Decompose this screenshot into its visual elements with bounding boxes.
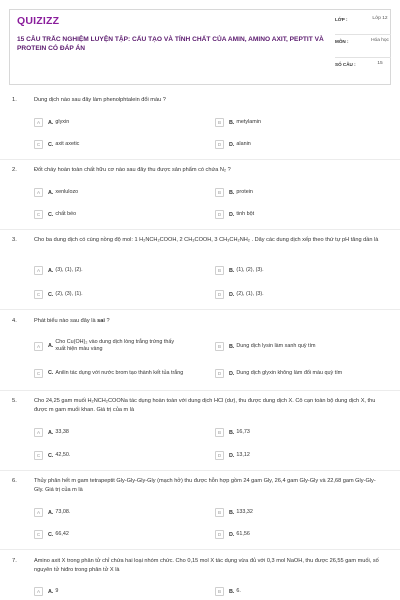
option-text: 61,56: [236, 531, 250, 538]
option-c[interactable]: [34, 288, 194, 301]
info-row-subject: [335, 35, 391, 58]
option-box[interactable]: A: [34, 508, 43, 517]
option-letter: C.: [48, 141, 54, 148]
option-box[interactable]: B: [215, 508, 224, 517]
option-box[interactable]: B: [215, 428, 224, 437]
option-text: 9: [55, 588, 59, 595]
option-letter: B.: [229, 429, 235, 436]
question-number: 6.: [12, 478, 17, 484]
option-text: Cho Cu(OH)₂ vào dung dịch lòng trắng trứng thấy xuất hiện màu vàng: [55, 339, 175, 352]
option-b[interactable]: [215, 186, 385, 199]
option-text: protein: [236, 189, 253, 196]
option-box[interactable]: D: [215, 210, 224, 219]
info-value: Hóa học: [371, 38, 389, 43]
option-c[interactable]: [34, 138, 194, 151]
info-row-count: [335, 58, 391, 77]
divider: [0, 549, 400, 550]
option-c[interactable]: [34, 528, 194, 541]
option-d[interactable]: [215, 208, 385, 221]
option-letter: B.: [229, 119, 235, 126]
option-letter: D.: [229, 452, 235, 459]
option-d[interactable]: [215, 449, 385, 462]
question-text: Thủy phân hết m gam tetrapeptit Gly-Gly-Gly-Gly (mạch hở) thu được hỗn hợp gồm 24 gam Gly, 26,4 gam Gly-Gly và 22,68 gam Gly-Gly-Gly. Giá trị của m là: [34, 478, 376, 493]
option-letter: A.: [48, 509, 54, 516]
info-value: 15: [377, 61, 383, 66]
option-box[interactable]: C: [34, 451, 43, 460]
option-d[interactable]: [215, 367, 385, 380]
option-box[interactable]: A: [34, 587, 43, 596]
option-text: 33,38: [55, 429, 69, 436]
option-box[interactable]: B: [215, 342, 224, 351]
divider: [0, 390, 400, 391]
info-label: LỚP :: [335, 17, 348, 22]
option-text: metylamin: [236, 119, 261, 126]
option-box[interactable]: C: [34, 210, 43, 219]
option-letter: C.: [48, 370, 54, 376]
option-box[interactable]: A: [34, 118, 43, 127]
option-letter: D.: [229, 531, 235, 538]
option-text: (2), (3), (1).: [55, 291, 83, 298]
question-number: 1.: [12, 97, 17, 103]
info-row-grade: [335, 13, 391, 35]
option-text: 133,32: [236, 509, 253, 516]
option-box[interactable]: A: [34, 428, 43, 437]
option-letter: B.: [229, 189, 235, 196]
option-c[interactable]: [34, 208, 194, 221]
option-box[interactable]: D: [215, 451, 224, 460]
option-box[interactable]: D: [215, 530, 224, 539]
question-text-part: Phát biểu nào sau đây là: [34, 318, 98, 324]
option-box[interactable]: B: [215, 266, 224, 275]
option-letter: C.: [48, 452, 54, 459]
option-letter: B.: [229, 588, 235, 595]
question-text: Amino axit X trong phân tử chỉ chứa hai loại nhóm chức. Cho 0,15 mol X tác dụng vừa đủ với 0,3 mol NaOH, thu được 26,55 gam muối, số nguyên tử hiđro trong phân tử X là: [34, 558, 379, 573]
option-b[interactable]: [215, 426, 385, 439]
question-text: Cho ba dung dịch có cùng nồng độ mol: 1 H₂NCH₂COOH, 2 CH₃COOH, 3 CH₃CH₂NH₂ . Dãy các dung dịch xếp theo thứ tự pH tăng dần là: [34, 237, 379, 243]
option-letter: B.: [229, 509, 235, 516]
option-text: 42,50.: [55, 452, 71, 459]
option-d[interactable]: [215, 288, 385, 301]
option-box[interactable]: B: [215, 188, 224, 197]
option-text: alanin: [236, 141, 251, 148]
option-letter: A.: [48, 119, 54, 126]
option-box[interactable]: B: [215, 587, 224, 596]
option-text: (2), (1), (3).: [236, 291, 264, 298]
option-letter: A.: [48, 429, 54, 436]
option-d[interactable]: [215, 138, 385, 151]
option-text: 16,73: [236, 429, 250, 436]
option-letter: C.: [48, 531, 54, 538]
option-text: Dung dịch lysin làm xanh quỳ tím: [236, 343, 316, 350]
option-a[interactable]: [34, 116, 194, 129]
document-header: [9, 9, 391, 85]
option-text: tinh bột: [236, 211, 255, 218]
option-a[interactable]: [34, 426, 194, 439]
option-text: 13,12: [236, 452, 250, 459]
divider: [0, 229, 400, 230]
option-box[interactable]: C: [34, 140, 43, 149]
option-letter: A.: [48, 267, 54, 274]
option-box[interactable]: C: [34, 290, 43, 299]
option-b[interactable]: [215, 585, 385, 598]
question-number: 7.: [12, 558, 17, 564]
option-c[interactable]: [34, 449, 194, 462]
option-text: (3), (1), (2).: [55, 267, 83, 274]
option-letter: D.: [229, 211, 235, 218]
question-text: Dung dịch nào sau đây làm phenolphtalein đổi màu ?: [34, 97, 166, 103]
divider: [0, 470, 400, 471]
option-box[interactable]: D: [215, 140, 224, 149]
option-a[interactable]: [34, 506, 194, 519]
option-text: 66,42: [55, 531, 69, 538]
option-letter: B.: [229, 267, 235, 274]
option-letter: A.: [48, 189, 54, 196]
option-letter: D.: [229, 370, 235, 377]
option-letter: A.: [48, 588, 54, 595]
option-c[interactable]: [34, 364, 194, 382]
option-box[interactable]: C: [34, 530, 43, 539]
document-title: 15 CÂU TRẮC NGHIỆM LUYỆN TẬP: CẤU TẠO VÀ TÍNH CHẤT CỦA AMIN, AMINO AXIT, PEPTIT VÀ PROTEIN CÓ ĐÁP ÁN: [17, 36, 324, 53]
question-number: 3.: [12, 237, 17, 243]
option-d[interactable]: [215, 528, 385, 541]
option-a[interactable]: [34, 264, 194, 277]
question-text: Cho 24,25 gam muối H₂NCH₂COONa tác dụng hoàn toàn với dung dịch HCl (dư), thu được dung dịch X. Cô cạn toàn bộ dung dịch X, thu được m gam muối khan. Giá trị của m là: [34, 398, 376, 413]
option-letter: D.: [229, 291, 235, 298]
option-b[interactable]: [215, 116, 385, 129]
option-text: Dung dịch glyxin không làm đổi màu quỳ tím: [236, 370, 343, 377]
question-text: [34, 317, 384, 326]
question-number: 2.: [12, 167, 17, 173]
option-letter: D.: [229, 141, 235, 148]
option-text: (1), (2), (3).: [236, 267, 264, 274]
option-box[interactable]: A: [34, 266, 43, 275]
option-box[interactable]: D: [215, 290, 224, 299]
option-text: 6.: [236, 588, 241, 595]
option-text: xenlulozo: [55, 189, 79, 196]
option-text: Anilin tác dụng với nước brom tạo thành kết tủa trắng: [55, 369, 184, 376]
option-text: chất béo: [55, 211, 77, 218]
option-text: 73,08.: [55, 509, 71, 516]
option-box[interactable]: A: [34, 188, 43, 197]
option-a[interactable]: [34, 186, 194, 199]
option-text: glyxin: [55, 119, 70, 126]
option-letter: A.: [48, 343, 54, 349]
question-text: Đốt cháy hoàn toàn chất hữu cơ nào sau đây thu được sản phẩm có chứa N₂ ?: [34, 167, 231, 173]
info-label: MÔN :: [335, 39, 349, 44]
info-table: [335, 13, 391, 77]
info-value: Lớp 12: [372, 16, 388, 21]
option-b[interactable]: [215, 340, 385, 353]
option-a[interactable]: [34, 337, 194, 355]
question-text-part: ?: [104, 318, 110, 324]
option-b[interactable]: [215, 264, 385, 277]
option-box[interactable]: A: [34, 342, 43, 351]
option-box[interactable]: C: [34, 369, 43, 378]
quizizz-logo: QUIZIZZ: [17, 15, 60, 27]
option-b[interactable]: [215, 506, 385, 519]
option-letter: C.: [48, 291, 54, 298]
option-a[interactable]: [34, 585, 194, 598]
option-box[interactable]: B: [215, 118, 224, 127]
question-number: 4.: [12, 318, 17, 324]
divider: [0, 159, 400, 160]
divider: [0, 309, 400, 310]
option-text: axit axetic: [55, 141, 80, 148]
info-label: SỐ CÂU :: [335, 62, 356, 67]
question-number: 5.: [12, 398, 17, 404]
option-box[interactable]: D: [215, 369, 224, 378]
option-letter: C.: [48, 211, 54, 218]
option-letter: B.: [229, 343, 235, 350]
question-text-emphasis: sai: [97, 318, 105, 324]
